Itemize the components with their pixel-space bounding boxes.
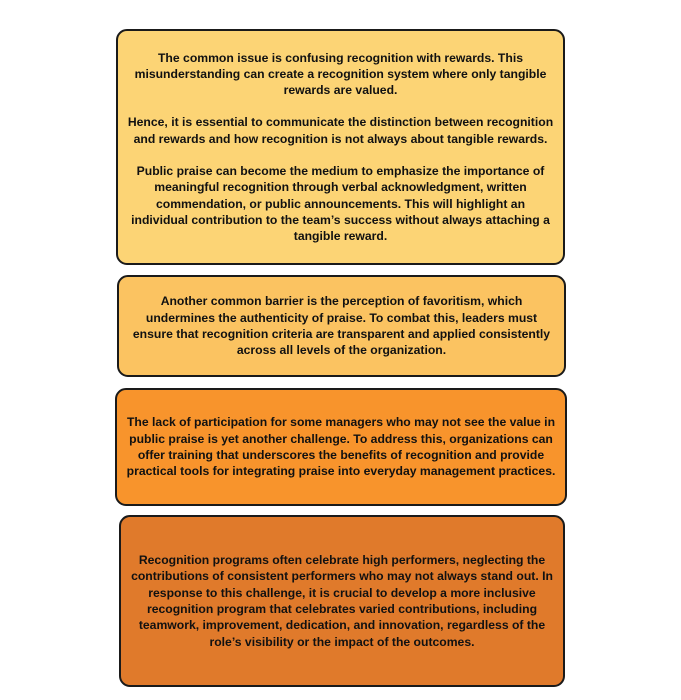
card-paragraph: Hence, it is essential to communicate the distinction between recognition and rewards and how recognition is not always about tangible rewards. — [127, 115, 554, 146]
card-paragraph: The common issue is confusing recognition with rewards. This misunderstanding can create a recognition system where only tangible rewards are valued. — [134, 50, 547, 98]
challenge-card-inclusive-recognition — [119, 515, 565, 687]
card-paragraph: Recognition programs often celebrate high performers, neglecting the contributions of consistent performers who may not always stand out. In response to this challenge, it is crucial to develop a more inclusive recognition program that celebrates varied contributions, including teamwork, improvement, dedication, and innovation, regardless of the role’s visibility or the impact of the outcomes. — [131, 553, 553, 649]
card-paragraph: Another common barrier is the perception of favoritism, which undermines the authenticity of praise. To combat this, leaders must ensure that recognition criteria are transparent and applied consistently across all levels of the organization. — [132, 294, 551, 358]
card-paragraph: Public praise can become the medium to emphasize the importance of meaningful recognition through verbal acknowledgment, written commendation, or public announcements. This will highlight an individual contribution to the team’s success without always attaching a tangible reward. — [131, 164, 550, 244]
challenge-card-confusing-recognition — [116, 29, 565, 265]
challenge-card-favoritism — [117, 275, 566, 377]
card-paragraph: The lack of participation for some managers who may not see the value in public praise is yet another challenge. To address this, organizations can offer training that underscores the benefits of recognition and provide practical tools for integrating praise into everyday management practices. — [126, 415, 556, 479]
challenge-card-manager-participation — [115, 388, 567, 506]
